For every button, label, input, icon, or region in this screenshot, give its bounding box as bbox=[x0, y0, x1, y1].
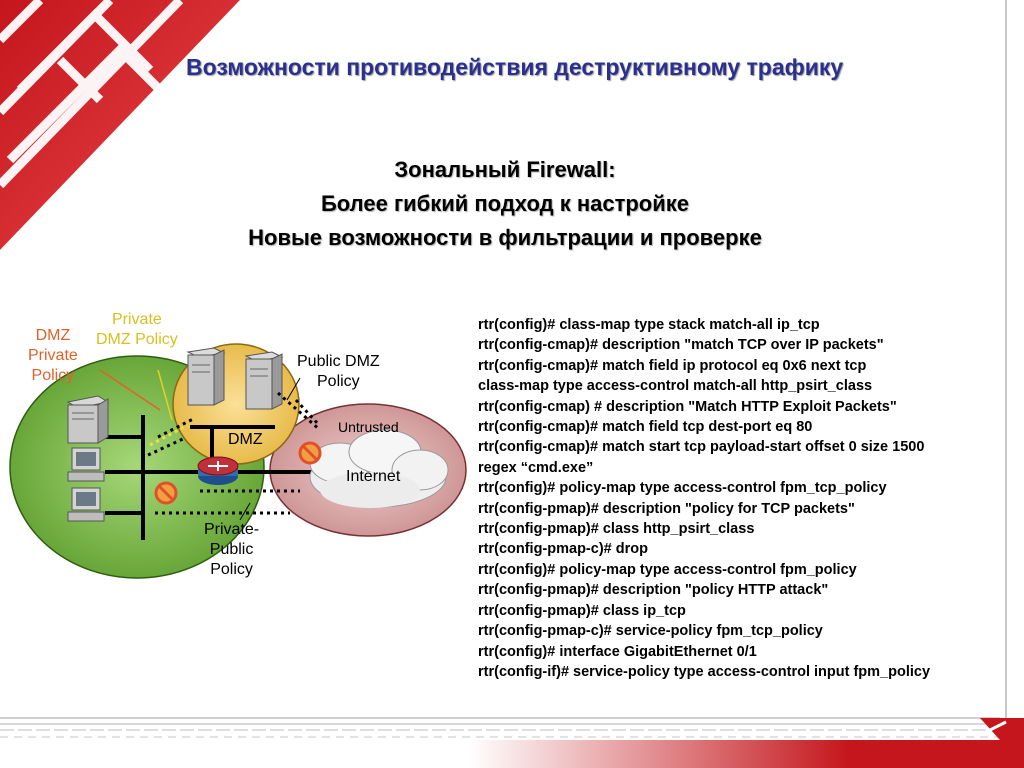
deny-icon bbox=[300, 443, 320, 463]
config-line: rtr(config-if)# service-policy type access-control input fpm_policy bbox=[478, 663, 931, 680]
config-line: class-map type access-control match-all http_psirt_class bbox=[478, 378, 873, 395]
config-listing bbox=[478, 315, 1018, 682]
config-line: rtr(config-pmap)# description "policy for TCP packets" bbox=[478, 500, 855, 517]
config-line: rtr(config)# class-map type stack match-all ip_tcp bbox=[478, 317, 820, 333]
private-public-policy-label: Private- Public Policy bbox=[204, 521, 260, 578]
private-dmz-policy-label: Private DMZ Policy bbox=[96, 311, 178, 348]
slide-title: Возможности противодействия деструктивному трафику bbox=[186, 54, 844, 80]
dmz-label: DMZ bbox=[228, 431, 263, 448]
subtitle-line: Новые возможности в фильтрации и проверке bbox=[248, 225, 762, 250]
config-line: rtr(config-cmap)# match field tcp dest-port eq 80 bbox=[478, 419, 813, 436]
config-line: rtr(config-cmap)# description "match TCP over IP packets" bbox=[478, 337, 884, 354]
subtitle-line: Более гибкий подход к настройке bbox=[320, 191, 690, 216]
subtitle-line: Зональный Firewall: bbox=[394, 157, 616, 182]
config-line: rtr(config-cmap) # description "Match HTTP Exploit Packets" bbox=[478, 398, 897, 415]
config-line: rtr(config-cmap)# match field ip protocol eq 0x6 next tcp bbox=[478, 357, 867, 374]
workstation-icon bbox=[68, 448, 104, 481]
router-icon bbox=[198, 457, 238, 485]
server-icon bbox=[188, 348, 224, 405]
slide-subtitle bbox=[120, 153, 890, 255]
server-icon bbox=[246, 352, 282, 409]
dmz-private-policy-label: DMZ Private Policy bbox=[28, 327, 78, 384]
config-line: rtr(config)# interface GigabitEthernet 0/1 bbox=[478, 643, 757, 660]
config-line: rtr(config)# policy-map type access-control fpm_policy bbox=[478, 561, 857, 578]
network-diagram bbox=[0, 300, 470, 600]
config-line: rtr(config-pmap-c)# drop bbox=[478, 541, 648, 558]
public-dmz-policy-label: Public DMZ Policy bbox=[297, 353, 380, 390]
config-line: rtr(config-pmap-c)# service-policy fpm_tcp_policy bbox=[478, 623, 823, 640]
corner-block bbox=[470, 718, 1024, 768]
workstation-icon bbox=[68, 488, 104, 521]
config-line: rtr(config-cmap)# match start tcp payload-start offset 0 size 1500 bbox=[478, 439, 925, 456]
deny-icon bbox=[156, 483, 176, 503]
bottom-lines bbox=[0, 718, 1000, 737]
internet-label: Internet bbox=[346, 468, 401, 485]
config-line: rtr(config)# policy-map type access-control fpm_tcp_policy bbox=[478, 480, 887, 497]
untrusted-label: Untrusted bbox=[338, 419, 399, 435]
config-line: rtr(config-pmap)# class http_psirt_class bbox=[478, 521, 755, 538]
config-line: rtr(config-pmap)# class ip_tcp bbox=[478, 602, 686, 619]
server-icon bbox=[68, 396, 108, 443]
config-line: regex “cmd.exe” bbox=[478, 459, 594, 476]
config-line: rtr(config-pmap)# description "policy HTTP attack" bbox=[478, 582, 829, 599]
